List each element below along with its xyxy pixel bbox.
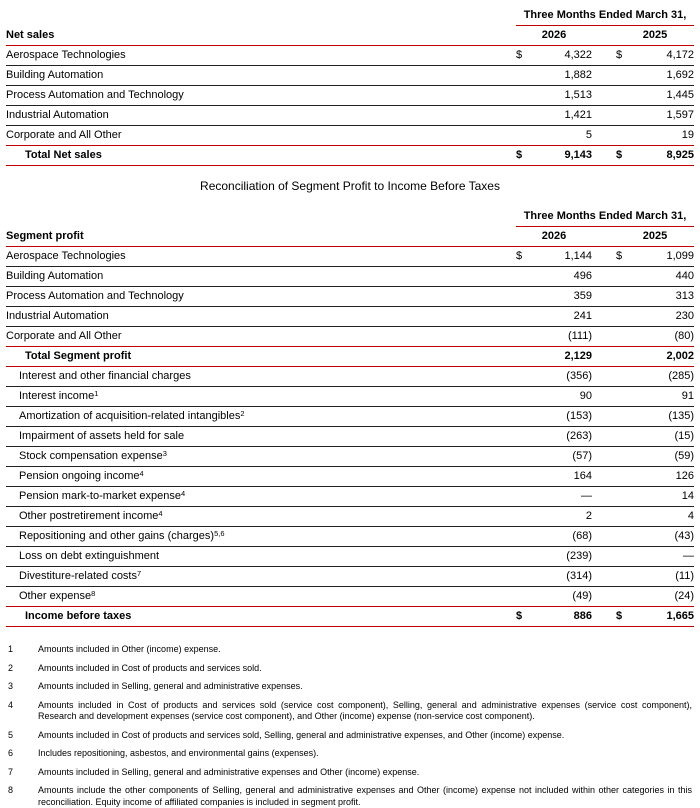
gap-cell xyxy=(592,427,616,447)
currency-symbol xyxy=(516,507,536,527)
currency-symbol xyxy=(516,367,536,387)
currency-symbol xyxy=(616,407,636,427)
footnote-text: Amounts included in Other (income) expense. xyxy=(38,644,221,654)
footnote xyxy=(8,700,692,723)
period-header-row xyxy=(6,6,694,26)
row-value: 2,002 xyxy=(636,347,694,367)
row-label: Corporate and All Other xyxy=(6,327,516,347)
row-value: (80) xyxy=(636,327,694,347)
segment-profit-table xyxy=(6,207,694,627)
row-value: (314) xyxy=(536,567,592,587)
footnote-number: 4 xyxy=(8,699,14,710)
currency-symbol xyxy=(616,267,636,287)
footnote-number: 7 xyxy=(8,766,14,777)
gap-cell xyxy=(592,547,616,567)
row-value: 1,513 xyxy=(536,86,592,106)
currency-symbol xyxy=(616,126,636,146)
currency-symbol xyxy=(516,287,536,307)
row-label: Aerospace Technologies xyxy=(6,46,516,66)
currency-symbol xyxy=(516,567,536,587)
row-value: 1,665 xyxy=(636,607,694,627)
row-value: 5 xyxy=(536,126,592,146)
row-value: 241 xyxy=(536,307,592,327)
currency-symbol xyxy=(516,387,536,407)
row-label: Repositioning and other gains (charges)$^{5,6}$ xyxy=(6,527,516,547)
currency-symbol xyxy=(616,427,636,447)
table-row xyxy=(6,447,694,467)
footnote-number: 2 xyxy=(8,662,14,673)
table-row xyxy=(6,507,694,527)
table-section-label: Net sales xyxy=(6,26,516,46)
row-label: Interest and other financial charges xyxy=(6,367,516,387)
row-label: Amortization of acquisition-related intangibles$^2$ xyxy=(6,407,516,427)
row-value: (15) xyxy=(636,427,694,447)
row-value: 886 xyxy=(536,607,592,627)
footnote-text: Amounts included in Cost of products and services sold (service cost component), Selling, general and administrative expenses (service cost component), Research and development expenses (service cost component), and Other (income) expense (non-service cost component). xyxy=(38,699,692,721)
row-label: Aerospace Technologies xyxy=(6,247,516,267)
table-row xyxy=(6,307,694,327)
table-row xyxy=(6,387,694,407)
row-value: 1,692 xyxy=(636,66,694,86)
row-label: Industrial Automation xyxy=(6,106,516,126)
table-row xyxy=(6,347,694,367)
row-label: Process Automation and Technology xyxy=(6,287,516,307)
table-row xyxy=(6,607,694,627)
row-value: (111) xyxy=(536,327,592,347)
currency-symbol xyxy=(616,367,636,387)
currency-symbol xyxy=(616,287,636,307)
currency-symbol: $ xyxy=(616,146,636,166)
gap-cell xyxy=(592,367,616,387)
row-label: Income before taxes xyxy=(6,607,516,627)
year-column-label: 2026 xyxy=(516,227,592,247)
row-value: 2 xyxy=(536,507,592,527)
row-value: 1,445 xyxy=(636,86,694,106)
gap-cell xyxy=(592,507,616,527)
row-label: Pension ongoing income$^4$ xyxy=(6,467,516,487)
gap-cell xyxy=(592,587,616,607)
row-label: Divestiture-related costs$^7$ xyxy=(6,567,516,587)
table-row xyxy=(6,267,694,287)
currency-symbol xyxy=(616,86,636,106)
table-row xyxy=(6,66,694,86)
row-value: 8,925 xyxy=(636,146,694,166)
gap-cell xyxy=(592,347,616,367)
row-value: 1,421 xyxy=(536,106,592,126)
row-value: (263) xyxy=(536,427,592,447)
table-row xyxy=(6,487,694,507)
currency-symbol xyxy=(516,587,536,607)
row-label: Process Automation and Technology xyxy=(6,86,516,106)
currency-symbol xyxy=(516,407,536,427)
footnote-reference: 3 xyxy=(162,448,167,458)
financial-statement-page xyxy=(6,0,694,808)
row-label: Loss on debt extinguishment xyxy=(6,547,516,567)
gap-cell xyxy=(592,46,616,66)
footnote-reference: 4 xyxy=(139,468,144,478)
gap-cell xyxy=(592,146,616,166)
currency-symbol xyxy=(516,467,536,487)
row-value: (57) xyxy=(536,447,592,467)
table-row xyxy=(6,567,694,587)
row-value: 126 xyxy=(636,467,694,487)
footnote-number: 8 xyxy=(8,785,14,795)
table-row xyxy=(6,367,694,387)
table-row xyxy=(6,247,694,267)
footnote xyxy=(8,681,692,693)
gap-cell xyxy=(592,407,616,427)
years-header-row xyxy=(6,26,694,46)
currency-symbol xyxy=(516,447,536,467)
table-row xyxy=(6,427,694,447)
gap-cell xyxy=(592,567,616,587)
footnote-number: 6 xyxy=(8,748,14,758)
currency-symbol: $ xyxy=(616,247,636,267)
table-row xyxy=(6,467,694,487)
row-label: Total Net sales xyxy=(6,146,516,166)
row-value: 1,597 xyxy=(636,106,694,126)
row-value: 9,143 xyxy=(536,146,592,166)
currency-symbol xyxy=(616,66,636,86)
gap-cell xyxy=(592,66,616,86)
table-row xyxy=(6,86,694,106)
row-value: 4 xyxy=(636,507,694,527)
row-value: 91 xyxy=(636,387,694,407)
year-column-label: 2025 xyxy=(616,26,694,46)
currency-symbol: $ xyxy=(616,46,636,66)
row-label: Other expense$^8$ xyxy=(6,587,516,607)
currency-symbol xyxy=(616,547,636,567)
row-value: (356) xyxy=(536,367,592,387)
currency-symbol xyxy=(516,66,536,86)
gap-cell xyxy=(592,387,616,407)
currency-symbol xyxy=(516,307,536,327)
gap-cell xyxy=(592,106,616,126)
row-value: 230 xyxy=(636,307,694,327)
row-value: 19 xyxy=(636,126,694,146)
footnote-text: Amounts included in Selling, general and administrative expenses. xyxy=(38,681,303,691)
footnote-reference: 4 xyxy=(158,508,163,518)
footnote-number: 5 xyxy=(8,729,14,740)
row-label: Impairment of assets held for sale xyxy=(6,427,516,447)
currency-symbol xyxy=(516,487,536,507)
currency-symbol xyxy=(616,567,636,587)
table-row xyxy=(6,587,694,607)
net-sales-table xyxy=(6,6,694,166)
spacer-cell xyxy=(6,6,516,26)
row-value: (59) xyxy=(636,447,694,467)
row-label: Other postretirement income$^4$ xyxy=(6,507,516,527)
gap-cell xyxy=(592,487,616,507)
footnote-text: Includes repositioning, asbestos, and environmental gains (expenses). xyxy=(38,748,319,758)
currency-symbol xyxy=(616,587,636,607)
currency-symbol xyxy=(616,467,636,487)
row-label: Building Automation xyxy=(6,267,516,287)
currency-symbol xyxy=(516,527,536,547)
row-value: (43) xyxy=(636,527,694,547)
footnote xyxy=(8,730,692,742)
currency-symbol xyxy=(616,447,636,467)
row-value: 90 xyxy=(536,387,592,407)
gap-cell xyxy=(592,607,616,627)
gap-cell xyxy=(592,467,616,487)
row-value: 14 xyxy=(636,487,694,507)
table-row xyxy=(6,106,694,126)
footnote-text: Amounts include the other components of Selling, general and administrative expenses and Other (income) expense not included within other categories in this reconciliation. Equity income of affiliated companies is included in segment profit. xyxy=(38,785,692,807)
currency-symbol xyxy=(516,86,536,106)
row-value: 1,882 xyxy=(536,66,592,86)
currency-symbol xyxy=(616,507,636,527)
table-row xyxy=(6,407,694,427)
row-value: (285) xyxy=(636,367,694,387)
row-value: 164 xyxy=(536,467,592,487)
footnote-number: 3 xyxy=(8,681,14,691)
row-value: (68) xyxy=(536,527,592,547)
currency-symbol xyxy=(516,126,536,146)
footnote-reference: 1 xyxy=(94,388,99,398)
currency-symbol: $ xyxy=(516,146,536,166)
footnotes xyxy=(6,644,694,808)
table-row xyxy=(6,547,694,567)
currency-symbol xyxy=(616,527,636,547)
year-column-label: 2026 xyxy=(516,26,592,46)
gap-cell xyxy=(592,267,616,287)
footnote xyxy=(8,748,692,760)
footnote-text: Amounts included in Cost of products and services sold. xyxy=(38,662,262,673)
table-row xyxy=(6,146,694,166)
row-value: 313 xyxy=(636,287,694,307)
gap-cell xyxy=(592,86,616,106)
row-value: — xyxy=(636,547,694,567)
period-label: Three Months Ended March 31, xyxy=(516,6,694,26)
currency-symbol xyxy=(616,387,636,407)
row-value: (153) xyxy=(536,407,592,427)
row-value: 4,172 xyxy=(636,46,694,66)
row-value: 359 xyxy=(536,287,592,307)
currency-symbol xyxy=(516,267,536,287)
currency-symbol xyxy=(516,427,536,447)
period-header-row xyxy=(6,207,694,227)
currency-symbol: $ xyxy=(516,247,536,267)
footnote-text: Amounts included in Cost of products and services sold, Selling, general and administrative expenses, and Other (income) expense. xyxy=(38,729,565,740)
gap-cell xyxy=(592,527,616,547)
gap-cell xyxy=(592,327,616,347)
row-value: (11) xyxy=(636,567,694,587)
row-value: (49) xyxy=(536,587,592,607)
gap-cell xyxy=(592,227,616,247)
currency-symbol xyxy=(616,307,636,327)
row-label: Stock compensation expense$^3$ xyxy=(6,447,516,467)
currency-symbol xyxy=(516,547,536,567)
row-label: Interest income$^1$ xyxy=(6,387,516,407)
footnote xyxy=(8,663,692,675)
gap-cell xyxy=(592,307,616,327)
currency-symbol xyxy=(616,106,636,126)
spacer-cell xyxy=(6,207,516,227)
footnote xyxy=(8,767,692,779)
year-column-label: 2025 xyxy=(616,227,694,247)
row-label: Building Automation xyxy=(6,66,516,86)
footnote-reference: 2 xyxy=(240,408,245,418)
currency-symbol: $ xyxy=(616,607,636,627)
currency-symbol: $ xyxy=(516,607,536,627)
gap-cell xyxy=(592,126,616,146)
row-value: — xyxy=(536,487,592,507)
table-section-label: Segment profit xyxy=(6,227,516,247)
footnote-reference: 5,6 xyxy=(214,528,225,538)
gap-cell xyxy=(592,287,616,307)
footnote-number: 1 xyxy=(8,644,14,654)
gap-cell xyxy=(592,247,616,267)
row-value: 1,099 xyxy=(636,247,694,267)
row-value: 1,144 xyxy=(536,247,592,267)
row-label: Pension mark-to-market expense$^4$ xyxy=(6,487,516,507)
currency-symbol xyxy=(616,327,636,347)
currency-symbol xyxy=(516,106,536,126)
row-value: 4,322 xyxy=(536,46,592,66)
currency-symbol xyxy=(516,327,536,347)
row-value: (239) xyxy=(536,547,592,567)
gap-cell xyxy=(592,26,616,46)
footnote-text: Amounts included in Selling, general and administrative expenses and Other (income) expense. xyxy=(38,766,420,777)
section-title: Reconciliation of Segment Profit to Income Before Taxes xyxy=(200,179,500,193)
currency-symbol: $ xyxy=(516,46,536,66)
row-label: Total Segment profit xyxy=(6,347,516,367)
row-label: Industrial Automation xyxy=(6,307,516,327)
gap-cell xyxy=(592,447,616,467)
table-row xyxy=(6,287,694,307)
years-header-row xyxy=(6,227,694,247)
footnote-reference: 4 xyxy=(181,488,186,498)
table-row xyxy=(6,527,694,547)
row-value: 440 xyxy=(636,267,694,287)
row-value: 496 xyxy=(536,267,592,287)
row-value: 2,129 xyxy=(536,347,592,367)
table-row xyxy=(6,327,694,347)
footnote xyxy=(8,644,692,656)
footnote-reference: 8 xyxy=(91,588,96,598)
table-row xyxy=(6,46,694,66)
footnote-reference: 7 xyxy=(137,568,142,578)
period-label: Three Months Ended March 31, xyxy=(516,207,694,227)
row-label: Corporate and All Other xyxy=(6,126,516,146)
currency-symbol xyxy=(616,487,636,507)
currency-symbol xyxy=(516,347,536,367)
table-row xyxy=(6,126,694,146)
row-value: (24) xyxy=(636,587,694,607)
row-value: (135) xyxy=(636,407,694,427)
currency-symbol xyxy=(616,347,636,367)
